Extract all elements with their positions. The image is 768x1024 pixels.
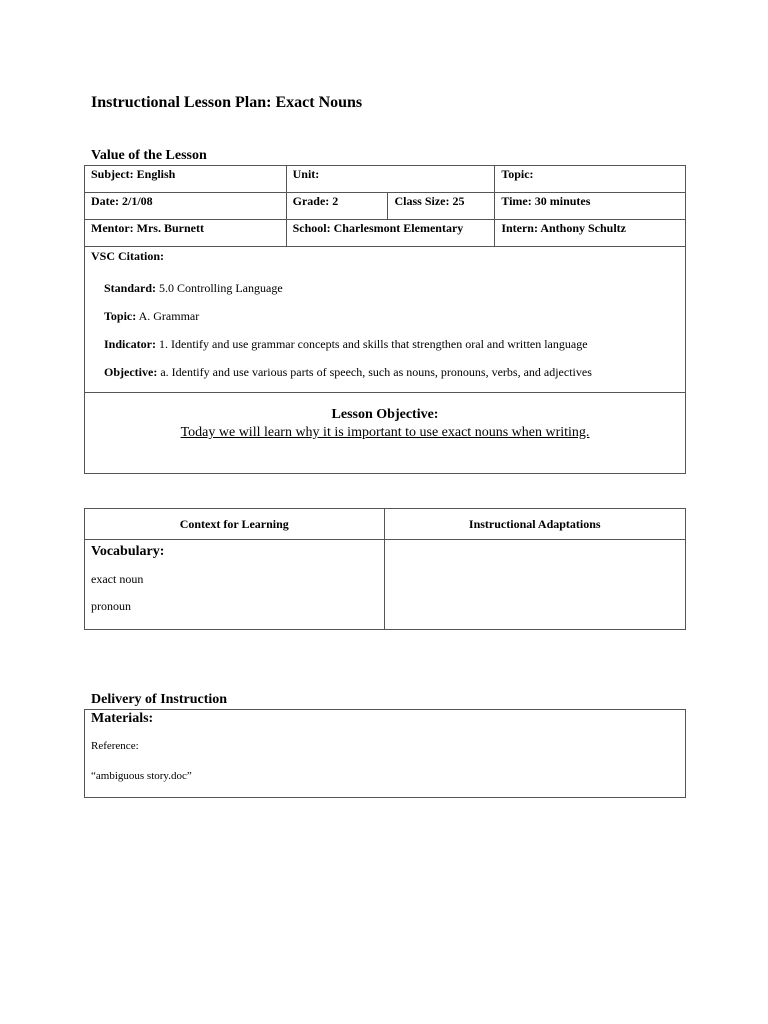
mentor-cell: Mentor: Mrs. Burnett: [85, 220, 287, 247]
vsc-indicator-line: [104, 337, 588, 352]
table-row: [85, 220, 686, 247]
subject-cell: Subject: English: [85, 166, 287, 193]
vsc-standard-line: [104, 281, 283, 296]
adaptations-header: Instructional Adaptations: [384, 509, 685, 540]
reference-file: “ambiguous story.doc”: [91, 770, 192, 782]
reference-label: Reference:: [91, 740, 139, 752]
objective-label: Objective:: [104, 365, 158, 379]
vsc-topic-value: A. Grammar: [138, 309, 200, 323]
table-row: [85, 540, 686, 630]
vocabulary-cell: [85, 540, 385, 630]
intern-cell: Intern: Anthony Schultz: [495, 220, 686, 247]
table-row: [85, 247, 686, 393]
vocabulary-heading: Vocabulary:: [91, 544, 165, 559]
vsc-citation-cell: [85, 247, 686, 393]
table-row: [85, 193, 686, 220]
topic-cell: Topic:: [495, 166, 686, 193]
materials-box: [84, 709, 686, 798]
indicator-label: Indicator:: [104, 337, 156, 351]
vsc-topic-line: [104, 309, 199, 324]
lesson-objective-heading: Lesson Objective:: [331, 407, 439, 422]
time-cell: Time: 30 minutes: [495, 193, 686, 220]
materials-heading: Materials:: [91, 711, 154, 726]
class-size-cell: Class Size: 25: [388, 193, 495, 220]
lesson-info-table: [84, 165, 686, 474]
vsc-heading: VSC Citation:: [91, 249, 165, 263]
document-title: Instructional Lesson Plan: Exact Nouns: [91, 94, 363, 111]
school-cell: School: Charlesmont Elementary: [286, 220, 495, 247]
lesson-objective-text: Today we will learn why it is important to use exact nouns when writing.: [180, 425, 590, 440]
standard-value: 5.0 Controlling Language: [159, 281, 283, 295]
grade-cell: Grade: 2: [286, 193, 388, 220]
table-row: [85, 509, 686, 540]
unit-cell: Unit:: [286, 166, 495, 193]
objective-value: a. Identify and use various parts of speech, such as nouns, pronouns, verbs, and adjectives: [160, 365, 592, 379]
table-row: [85, 166, 686, 193]
vsc-topic-label: Topic:: [104, 309, 137, 323]
vsc-objective-line: [104, 365, 592, 380]
standard-label: Standard:: [104, 281, 157, 295]
context-table: [84, 508, 686, 630]
context-header: Context for Learning: [85, 509, 385, 540]
vocab-item: pronoun: [91, 599, 131, 613]
adaptations-cell: [384, 540, 685, 630]
table-row: [85, 393, 686, 474]
indicator-value: 1. Identify and use grammar concepts and skills that strengthen oral and written language: [159, 337, 588, 351]
delivery-section-heading: Delivery of Instruction: [91, 692, 228, 707]
date-cell: Date: 2/1/08: [85, 193, 287, 220]
value-section-heading: Value of the Lesson: [91, 148, 207, 163]
lesson-objective-cell: [85, 393, 686, 474]
vocab-item: exact noun: [91, 572, 144, 586]
